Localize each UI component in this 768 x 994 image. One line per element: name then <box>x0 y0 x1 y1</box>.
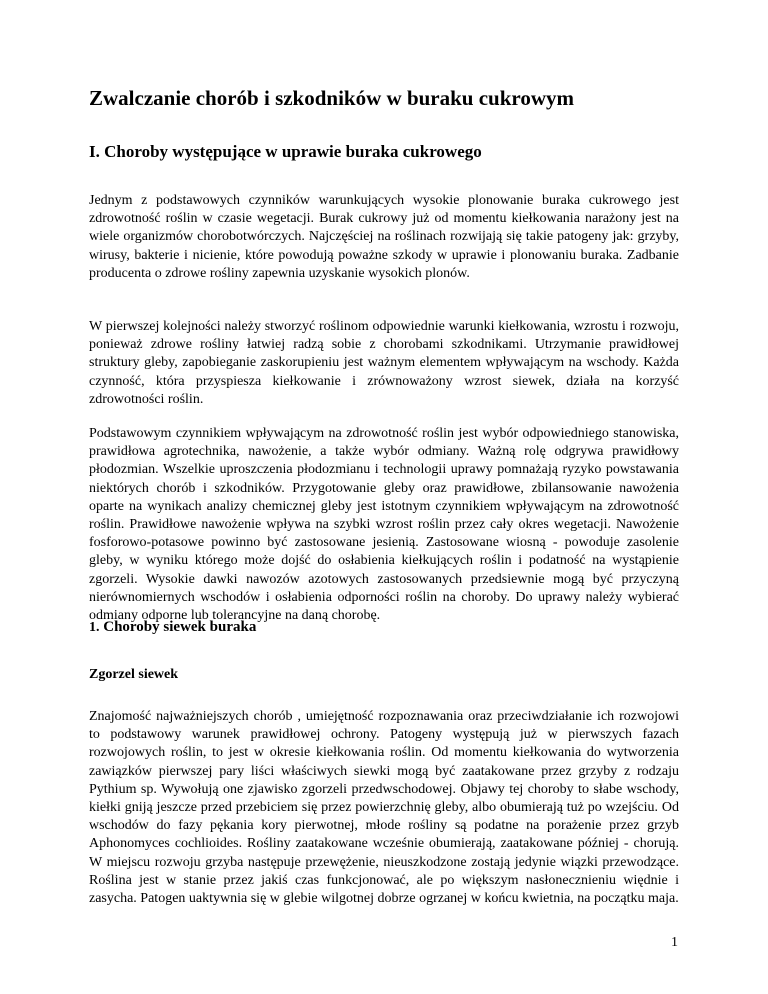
paragraph-agrotechnics: Podstawowym czynnikiem wpływającym na zdrowotność roślin jest wybór odpowiedniego stanowiska, prawidłowa agrotechnika, nawożenie, a także wybór odmiany. Ważną rolę odgrywa prawidłowy płodozmian. Wszelkie uproszczenia płodozmianu i technologii uprawy pomnażają ryzyko powstawania niektórych chorób i szkodników. Przygotowanie gleby oraz prawidłowe, zbilansowanie nawożenia oparte na wynikach analizy chemicznej gleby jest istotnym czynnikiem wpływającym na zdrowotność roślin. Prawidłowe nawożenie wpływa na szybki wzrost roślin przez cały okres wegetacji. Nawożenie fosforowo-potasowe powinno być zastosowane jesienią. Zastosowane wiosną - powoduje zasolenie gleby, w wyniku którego może dojść do osłabienia kiełkujących roślin i podatność na wystąpienie zgorzeli. Wysokie dawki nawozów azotowych zastosowanych przedsiewnie mogą być przyczyną nierównomiernych wschodów i osłabienia odporności roślin na choroby. Do uprawy należy wybierać odmiany odporne lub tolerancyjne na daną chorobę. <box>89 426 679 624</box>
subsection-heading <box>89 618 256 637</box>
subsection-number: 1. <box>89 620 100 635</box>
document-title: Zwalczanie chorób i szkodników w buraku cukrowym <box>89 86 575 110</box>
paragraph-seedling-disease: Znajomość najważniejszych chorób , umiejętność rozpoznawania oraz przeciwdziałanie ich rozwojowi to podstawowy warunek prawidłowej ochrony. Patogeny występują już w pierwszych fazach rozwojowych roślin, to jest w okresie kiełkowania roślin. Od momentu kiełkowania do wytworzenia zawiązków pierwszej pary liści właściwych siewki mogą być zaatakowane przez grzyby z rodzaju Pythium sp. Wywołują one zjawisko zgorzeli przedwschodowej. Objawy tej choroby to słabe wschody, kiełki gniją jeszcze przed przebiciem się przez powierzchnię gleby, albo obumierają tuż po wzejściu. Od wschodów do fazy pękania kory pierwotnej, młode rośliny są podatne na porażenie przez grzyb Aphonomyces cochlioides. Rośliny zaatakowane wcześnie obumierają, zaatakowane później - chorują. W miejscu rozwoju grzyba następuje przewężenie, nieuszkodzone zostają jedynie wiązki przewodzące. Roślina jest w stanie przez jakiś czas funkcjonować, ale po większym nasłonecznieniu więdnie i zasycha. Patogen uaktywnia się w glebie wilgotnej dobrze ogrzanej w końcu kwietnia, na początku maja. <box>89 709 679 907</box>
paragraph-conditions: W pierwszej kolejności należy stworzyć roślinom odpowiednie warunki kiełkowania, wzrostu i rozwoju, ponieważ zdrowe rośliny łatwiej radzą sobie z chorobami szkodnikami. Utrzymanie prawidłowej struktury gleby, zapobieganie zaskorupieniu jest ważnym elementem wpływającym na wschody. Każda czynność, która przyspiesza kiełkowanie i zrównoważony wzrost siewek, działa na korzyść zdrowotności roślin. <box>89 319 679 407</box>
section-heading: I. Choroby występujące w uprawie buraka cukrowego <box>89 142 482 161</box>
minor-heading: Zgorzel siewek <box>89 667 179 682</box>
page-number: 1 <box>671 935 678 950</box>
subsection-title: Choroby siewek buraka <box>103 619 257 635</box>
paragraph-intro: Jednym z podstawowych czynników warunkujących wysokie plonowanie buraka cukrowego jest zdrowotność roślin w czasie wegetacji. Burak cukrowy już od momentu kiełkowania narażony jest na wiele organizmów chorobotwórczych. Najczęściej na roślinach rozwijają się takie patogeny jak: grzyby, wirusy, bakterie i nicienie, które powodują poważne szkody w uprawie i plonowaniu buraka. Zadbanie producenta o zdrowe rośliny zapewnia uzyskanie wysokich plonów. <box>89 193 679 281</box>
